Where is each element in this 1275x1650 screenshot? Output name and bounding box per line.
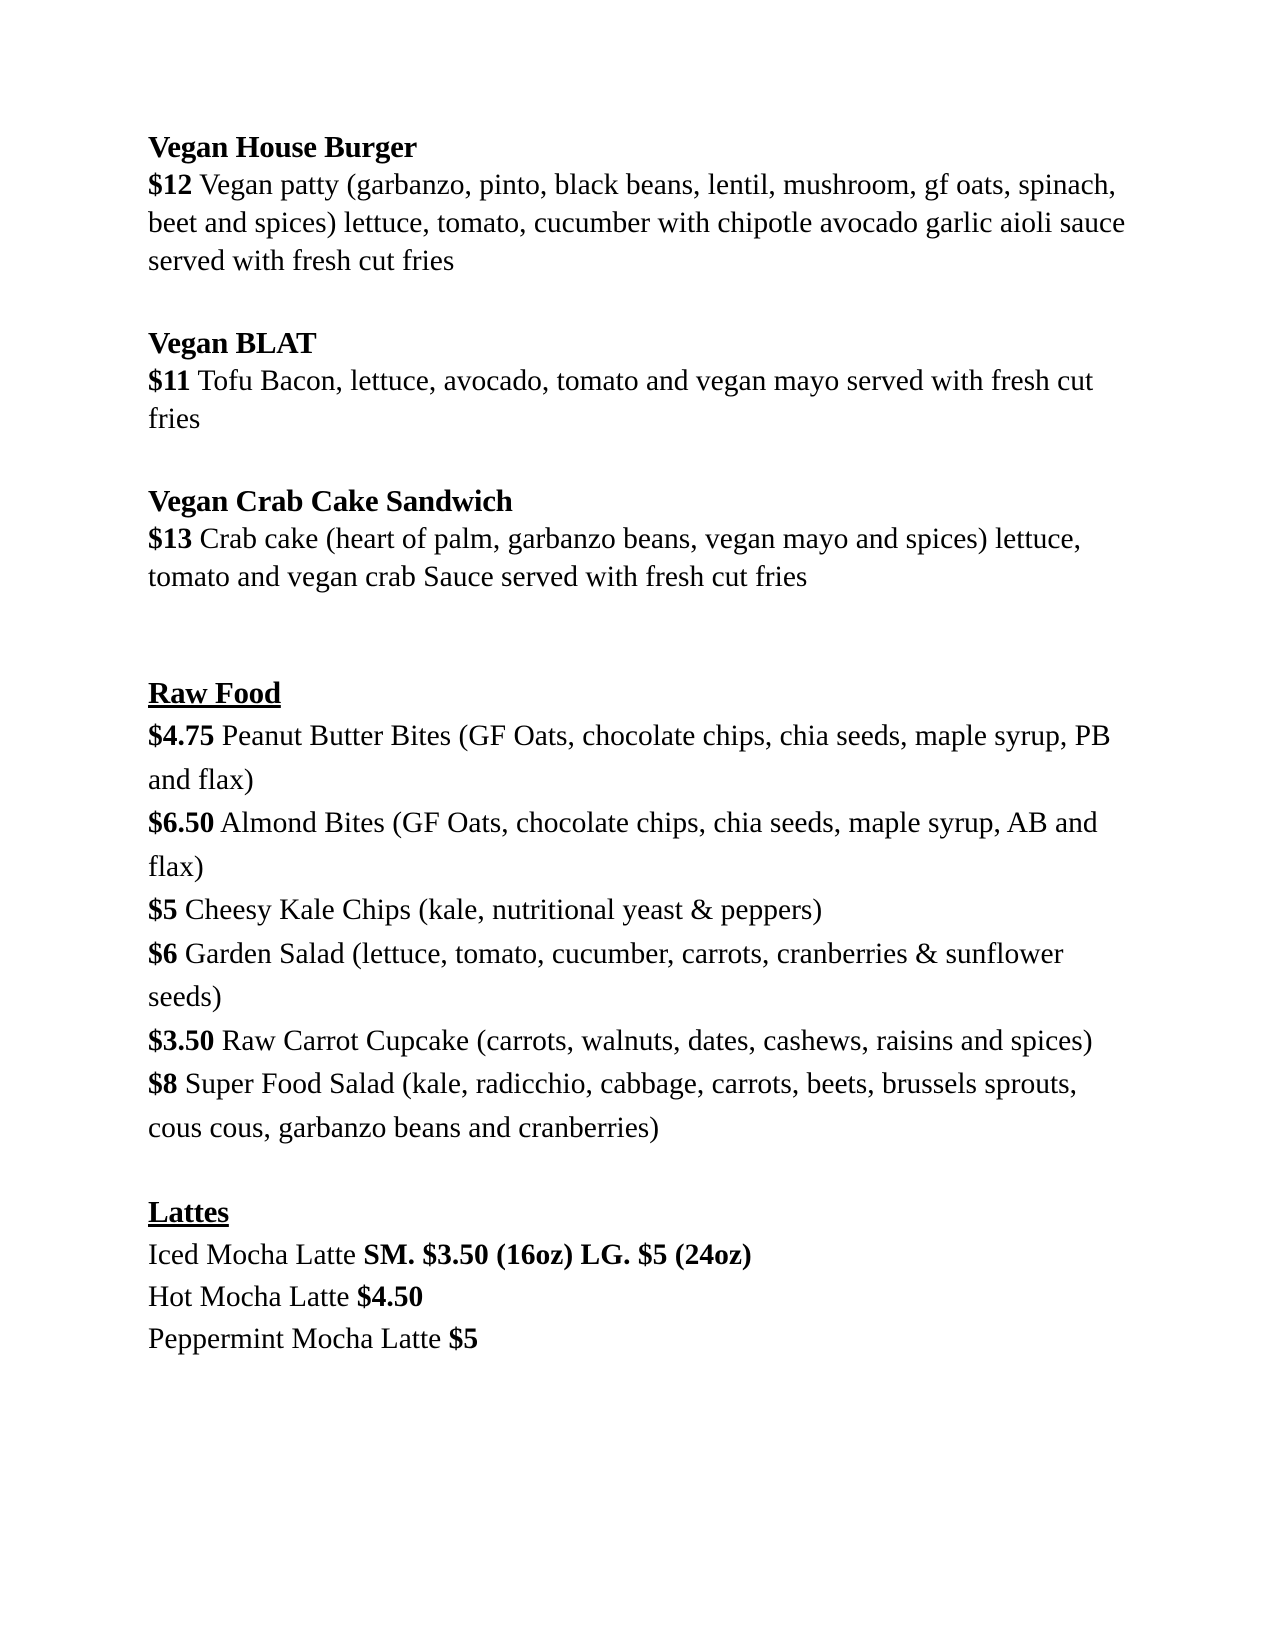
item-name: Iced Mocha Latte: [148, 1239, 364, 1271]
raw-food-item: [148, 1063, 1128, 1150]
item-price: $6: [148, 937, 178, 970]
menu-page: [148, 128, 1128, 1360]
item-description: [148, 166, 1128, 280]
item-title: Vegan Crab Cake Sandwich: [148, 483, 513, 518]
item-price: $4.75: [148, 720, 215, 752]
item-price: $6.50: [148, 807, 215, 839]
item-details: Vegan patty (garbanzo, pinto, black beans, lentil, mushroom, gf oats, spinach, beet and spices) lettuce, tomato, cucumber with chipotle avocado garlic aioli sauce served with fresh cut fries: [148, 169, 1126, 277]
menu-item-house-burger: [148, 128, 1128, 280]
item-price: $13: [148, 523, 193, 555]
item-price: $3.50: [148, 1024, 215, 1057]
item-details: Crab cake (heart of palm, garbanzo beans, vegan mayo and spices) lettuce, tomato and vegan crab Sauce served with fresh cut fries: [148, 523, 1081, 593]
item-description: [148, 362, 1128, 438]
latte-item: [148, 1234, 1128, 1276]
item-details: Raw Carrot Cupcake (carrots, walnuts, dates, cashews, raisins and spices): [214, 1024, 1093, 1057]
item-details: Super Food Salad (kale, radicchio, cabbage, carrots, beets, brussels sprouts, cous cous, garbanzo beans and cranberries): [148, 1068, 1078, 1144]
item-details: Tofu Bacon, lettuce, avocado, tomato and vegan mayo served with fresh cut fries: [148, 365, 1094, 435]
section-title: Lattes: [148, 1194, 229, 1229]
raw-food-item: [148, 715, 1128, 802]
item-details: Cheesy Kale Chips (kale, nutritional yeast & peppers): [177, 894, 823, 926]
item-price: $8: [148, 1068, 178, 1100]
menu-item-blat: [148, 324, 1128, 438]
item-details: Almond Bites (GF Oats, chocolate chips, chia seeds, maple syrup, AB and flax): [148, 807, 1098, 883]
latte-item: [148, 1276, 1128, 1318]
raw-food-item: [148, 889, 1128, 933]
item-price: $12: [148, 169, 193, 201]
menu-item-crab-cake: [148, 482, 1128, 596]
item-details: Peanut Butter Bites (GF Oats, chocolate chips, chia seeds, maple syrup, PB and flax): [148, 720, 1111, 796]
section-lattes: [148, 1190, 1128, 1360]
item-details: Garden Salad (lettuce, tomato, cucumber, carrots, cranberries & sunflower seeds): [148, 937, 1064, 1013]
item-price: $5: [148, 894, 178, 926]
item-name: Hot Mocha Latte: [148, 1281, 357, 1313]
item-name: Peppermint Mocha Latte: [148, 1323, 449, 1355]
item-title: Vegan House Burger: [148, 129, 418, 164]
latte-item: [148, 1318, 1128, 1360]
item-price: $11: [148, 365, 191, 397]
item-price: SM. $3.50 (16oz) LG. $5 (24oz): [363, 1239, 752, 1271]
item-price: $4.50: [356, 1281, 424, 1313]
section-title: Raw Food: [148, 675, 281, 710]
raw-food-item: [148, 1020, 1128, 1064]
item-title: Vegan BLAT: [148, 325, 317, 360]
raw-food-item: [148, 802, 1128, 889]
raw-food-item: [148, 933, 1128, 1020]
item-price: $5: [448, 1323, 479, 1355]
section-raw-food: [148, 671, 1128, 1150]
item-description: [148, 520, 1128, 596]
